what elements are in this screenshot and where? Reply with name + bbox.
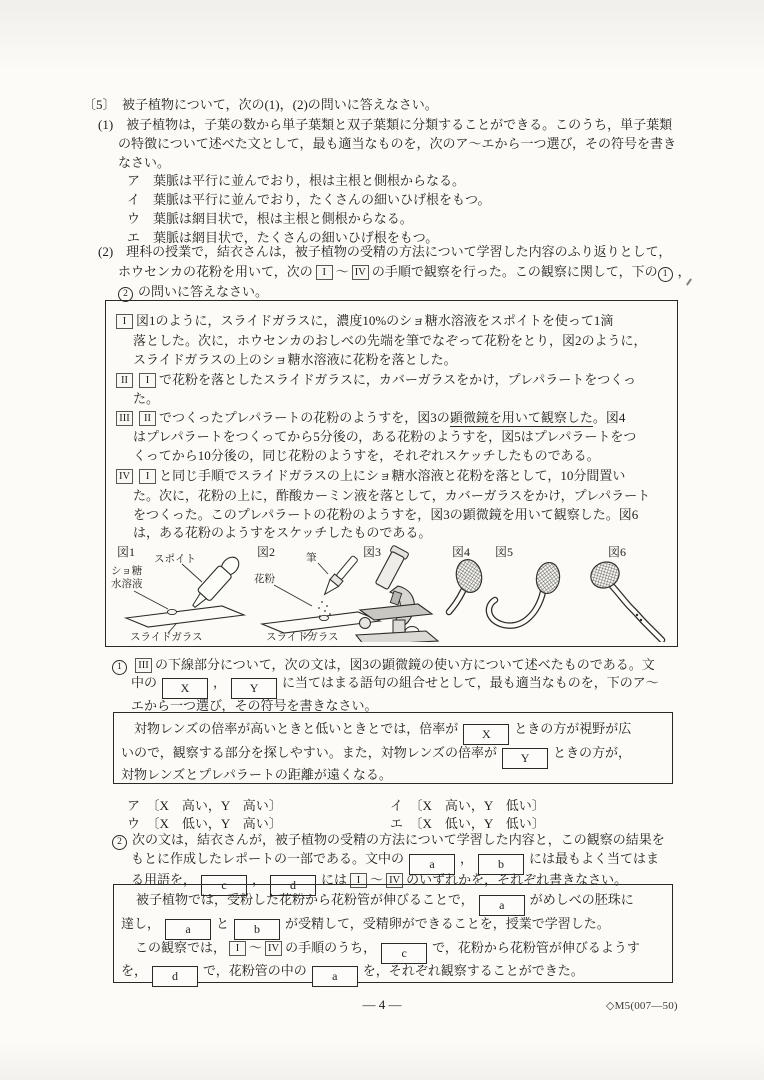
text-segment: には [321,872,348,887]
step-tag-1: I [139,469,156,484]
text-segment: 中の [131,675,158,690]
figure-4-label: 図4 [452,545,471,559]
answer-blank-y: Y [231,678,277,699]
report-line [121,962,584,987]
text-segment: この観察では， [135,940,227,955]
choice-u: ウ 〔X 低い，Y 高い〕 [127,816,282,831]
q2-paragraph-line [118,263,691,282]
text-segment: の手順で観察を行った。この観察に関して，下の [371,264,658,279]
pollen-sketch-stained-icon [586,557,662,640]
figure-6 [586,545,662,640]
question-5-heading: 〔5〕 被子植物について，次の(1)，(2)の問いに答えなさい。 [83,97,438,112]
q1-paragraph-line: なさい。 [118,155,171,170]
sperm-cell-dot [640,619,642,621]
step-tag-4: IV [265,941,282,956]
circled-2: 2 [112,835,127,850]
option-e: エ 葉脈は網目状で，たくさんの細いひげ根をもつ。 [127,230,439,245]
step-tag-4: IV [386,873,403,888]
answer-blank-x: X [463,724,509,745]
step-tag-4: IV [116,469,133,484]
brush-label: 筆 [306,553,317,564]
q2-paragraph-line: (2) 理科の授業で，結衣さんは，被子植物の受精の方法について学習した内容のふり返りとして， [98,244,672,259]
figure-3-label: 図3 [363,545,382,559]
option-a: ア 葉脈は平行に並んでおり，根は主根と側根からなる。 [127,173,466,188]
text-segment: に当てはまる語句の組合せとして，最も適当なものを，下のア～ [282,675,659,690]
answer-blank-a: a [409,854,455,875]
text-segment: ときの方が， [553,745,632,760]
text-segment: の問いに答えなさい。 [138,284,269,299]
text-segment: を，それぞれ観察することができた。 [362,963,584,978]
pollen-label: 花粉 [254,574,275,585]
figure-6-label: 図6 [608,545,627,559]
text-segment: る用語を， [131,872,197,887]
answer-blank-d: d [152,966,198,987]
text-segment: を， [121,963,148,978]
underlined-text: 顕微鏡を用いて観察した [449,410,593,425]
note-line: 対物レンズとプレパラートの距離が遠くなる。 [121,767,392,782]
text-segment: 被子植物では，受粉した花粉から花粉管が伸びることで， [136,892,474,907]
step-4-line [113,467,625,484]
step-2-line: た。 [133,391,160,406]
answer-blank-a: a [165,919,211,940]
step-tag-3: III [116,411,133,426]
page-number: — 4 — [362,997,402,1012]
text-segment: の手順のうち， [285,940,377,955]
q1-paragraph-line: (1) 被子植物は，子葉の数から単子葉類と双子葉類に分類することができる。このうち，単子葉類 [98,117,673,132]
text-segment: の下線部分について，次の文は，図3の顕微鏡の使い方について述べたものである。文 [155,657,655,672]
sub-question-1-line [112,656,655,675]
step-1-line [113,312,613,329]
text-segment: で，花粉管の中の [203,963,307,978]
figures-panel [106,544,672,642]
circled-2: 2 [118,287,133,302]
step-3-line: くってから10分後の，同じ花粉のようすを，それぞれスケッチしたものである。 [133,448,600,463]
step-tag-1: I [116,314,133,329]
tilde: ～ [249,940,263,955]
answer-blank-c: c [381,943,427,964]
choice-e: エ 〔X 低い，Y 低い〕 [390,816,545,831]
sub-question-2-line [112,831,665,850]
tilde: ～ [335,264,349,279]
tilde: ～ [370,872,384,887]
text-segment: がめしべの胚珠に [529,892,634,907]
text-segment: で，花粉から花粉管が伸びるようす [432,940,640,955]
sub-question-1-line: エから一つ選び，その符号を書きなさい。 [131,698,378,713]
text-segment: でつくったプレパラートの花粉のようすを，図3の [159,410,450,425]
q1-paragraph-line: の特徴について述べた文として，最も適当なものを，次のア～エから一つ選び，その符号を書き [118,136,676,151]
text-segment: 達し， [121,916,161,931]
text-segment: が受精して，受精卵ができることを，授業で学習した。 [285,916,610,931]
text-segment: ， [677,264,691,279]
circled-1: 1 [112,660,127,675]
step-tag-2: II [116,373,133,388]
answer-blank-x: X [162,678,208,699]
sucrose-label-line1: ショ糖 [111,566,143,577]
spoit-label: スポイト [154,554,196,565]
text-segment: ， [252,872,266,887]
step-1-line: スライドガラスの上のショ糖水溶液に花粉を落とした。 [133,352,457,367]
report-line [121,915,610,940]
step-1-line: 落とした。次に，ホウセンカのおしべの先端を筆でなぞって花粉をとり，図2のように， [133,333,647,348]
figure-5 [489,545,562,626]
choice-i: イ 〔X 高い，Y 低い〕 [390,798,545,813]
report-line [136,891,634,916]
step-tag-3: III [135,658,152,673]
text-segment: 次の文は，結衣さんが，被子植物の受精の方法について学習した内容と，この観察の結果を [132,832,665,847]
text-segment: ， [213,675,227,690]
step-3-line: はプレパラートをつくってから5分後の，ある花粉のようすを，図5はプレパラートをつ [133,429,637,444]
answer-blank-y: Y [502,748,548,769]
step-4-line: は，ある花粉のようすをスケッチしたものである。 [133,525,432,540]
text-segment: のいずれかを，それぞれ書きなさい。 [406,872,628,887]
answer-blank-b: b [478,854,524,875]
pollen-sketch-10min-icon [489,561,562,626]
option-u: ウ 葉脈は網目状で，根は主根と側根からなる。 [127,211,413,226]
figure-1-label: 図1 [117,545,136,559]
figure-3 [356,545,438,642]
step-tag-1: I [229,941,246,956]
step-tag-4: IV [352,265,369,280]
circled-1: 1 [658,267,673,282]
step-4-line: た。次に，花粉の上に，酢酸カーミン液を落として，カバーガラスをかけ，プレパラート [133,488,651,503]
text-segment: もとに作成したレポートの一部である。文中の [131,851,405,866]
step-3-line [113,409,625,426]
text-segment: ときの方が視野が広 [514,721,632,736]
answer-blank-d: d [270,875,316,896]
figure-4 [449,545,485,612]
figure-5-label: 図5 [495,545,514,559]
slide-glass-label: スライドガラス [266,632,339,642]
slide-glass-label: スライドガラス [130,632,203,642]
step-tag-1: I [316,265,333,280]
pollen-sketch-5min-icon [449,557,485,612]
text-segment: 。図4 [592,410,626,425]
step-tag-1: I [350,873,367,888]
text-segment: 対物レンズの倍率が高いときと低いときとでは，倍率が [134,721,459,736]
figure-1 [111,545,244,642]
step-4-line: をつくった。このプレパラートの花粉のようすを，図3の顕微鏡を用いて観察した。図6 [133,507,639,522]
text-segment: 図1のように，スライドガラスに，濃度10%のショ糖水溶液をスポイトを使って1滴 [136,313,614,328]
microscope-icon [356,545,438,642]
brush-icon [320,554,359,598]
text-segment: で花粉を落としたスライドガラスに，カバーガラスをかけ，プレパラートをつくっ [159,372,636,387]
answer-blank-a: a [312,966,358,987]
figure-2-label: 図2 [257,545,276,559]
step-2-line [113,371,636,388]
answer-blank-b: b [234,919,280,940]
sub-question-1-line [131,674,659,699]
note-line [134,720,631,745]
text-segment: いので，観察する部分を探しやすい。また，対物レンズの倍率が [121,745,498,760]
option-i: イ 葉脈は平行に並んでおり，たくさんの細いひげ根をもつ。 [127,192,491,207]
answer-blank-c: c [201,875,247,896]
text-segment: ， [460,851,474,866]
text-segment: ホウセンカの花粉を用いて，次の [118,264,313,279]
text-segment: には最もよく当てはま [529,851,660,866]
text-segment: と同じ手順でスライドガラスの上にショ糖水溶液と花粉を落として，10分間置い [159,468,626,483]
step-tag-1: I [139,373,156,388]
report-line [135,939,640,964]
text-segment: と [216,916,230,931]
sucrose-label-line2: 水溶液 [111,579,143,590]
slide-glass-icon [126,606,244,627]
choice-a: ア 〔X 高い，Y 高い〕 [127,798,282,813]
answer-blank-a: a [479,895,525,916]
sperm-cell-dot [636,614,638,616]
step-tag-2: II [139,411,156,426]
document-code: ◇M5(007—50) [606,1000,678,1012]
